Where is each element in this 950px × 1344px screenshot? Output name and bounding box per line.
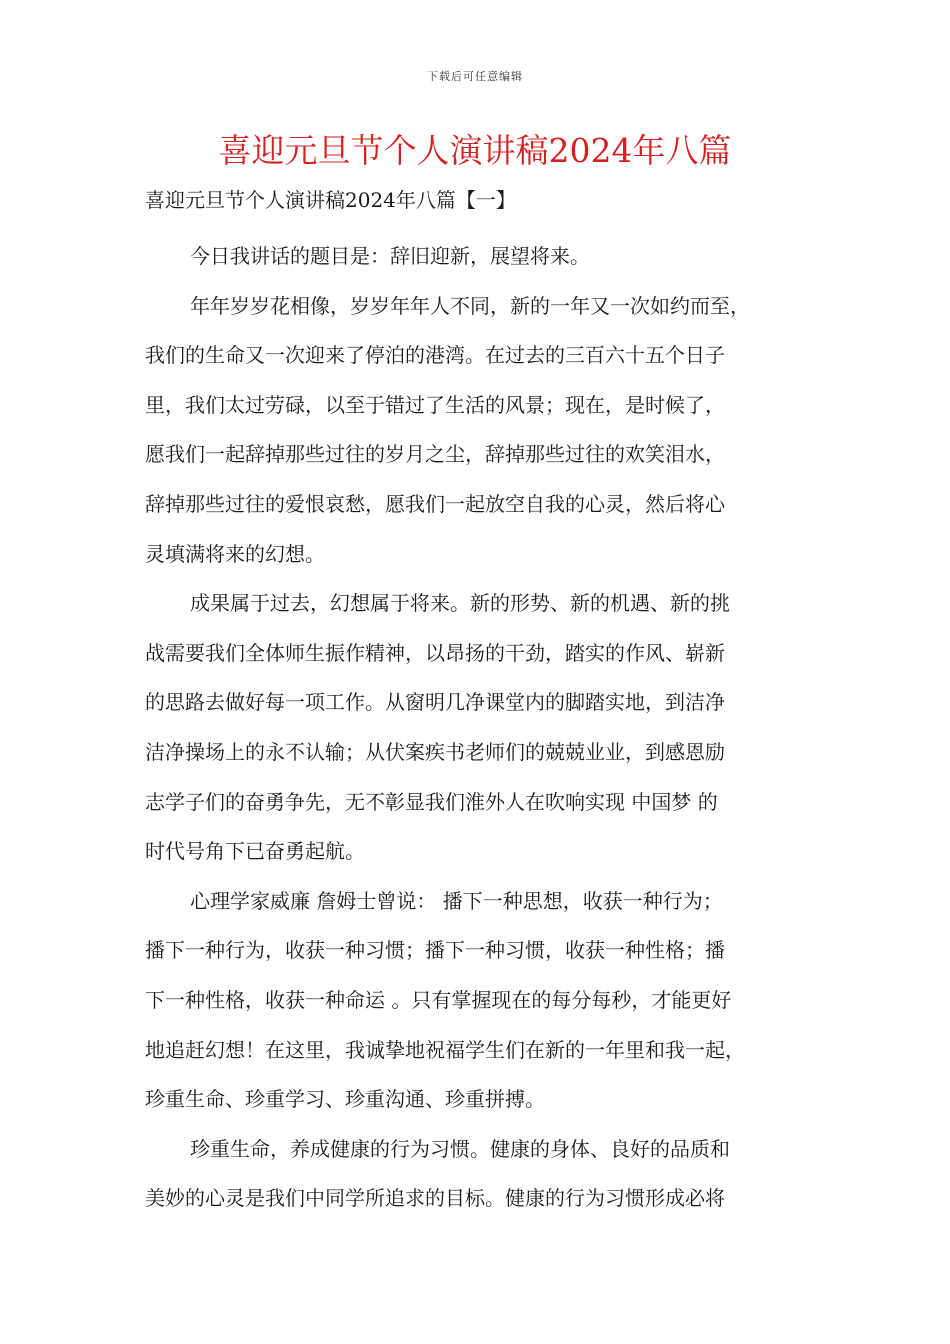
paragraph-line: 我们的生命又一次迎来了停泊的港湾。在过去的三百六十五个日子 xyxy=(145,343,725,368)
paragraph-line: 洁净操场上的永不认输；从伏案疾书老师们的兢兢业业，到感恩励 xyxy=(145,739,725,764)
paragraph xyxy=(145,1125,811,1224)
paragraph-line: 珍重生命、珍重学习、珍重沟通、珍重拼搏。 xyxy=(145,1087,545,1112)
paragraph-line: 年年岁岁花相像，岁岁年年人不同，新的一年又一次如约而至， xyxy=(190,293,750,318)
paragraph-line: 辞掉那些过往的爱恨哀愁，愿我们一起放空自我的心灵，然后将心 xyxy=(145,491,725,516)
header-note: 下载后可任意编辑 xyxy=(427,70,523,83)
paragraph-line: 今日我讲话的题目是：辞旧迎新，展望将来。 xyxy=(190,244,590,268)
paragraph-line: 里，我们太过劳碌，以至于错过了生活的风景；现在，是时候了， xyxy=(145,392,725,417)
paragraph-line: 下一种性格，收获一种命运 。只有掌握现在的每分每秒，才能更好 xyxy=(145,987,732,1012)
paragraph-line: 志学子们的奋勇争先，无不彰显我们淮外人在吹响实现 中国梦 的 xyxy=(145,789,718,814)
paragraph-line: 时代号角下已奋勇起航。 xyxy=(145,839,365,864)
paragraph-line: 的思路去做好每一项工作。从窗明几净课堂内的脚踏实地，到洁净 xyxy=(145,690,725,715)
paragraph-line: 心理学家威廉 詹姆士曾说： 播下一种思想，收获一种行为； xyxy=(190,888,723,913)
paragraph-line: 战需要我们全体师生振作精神，以昂扬的干劲，踏实的作风、崭新 xyxy=(145,640,725,665)
paragraph xyxy=(145,877,811,1125)
paragraph-line: 地追赶幻想！在这里，我诚挚地祝福学生们在新的一年里和我一起， xyxy=(145,1037,745,1062)
body-text xyxy=(145,232,811,1224)
paragraph-line: 成果属于过去，幻想属于将来。新的形势、新的机遇、新的挑 xyxy=(190,591,730,616)
paragraph-line: 播下一种行为，收获一种习惯；播下一种习惯，收获一种性格；播 xyxy=(145,938,725,963)
paragraph xyxy=(145,579,811,877)
paragraph-line: 灵填满将来的幻想。 xyxy=(145,541,325,566)
document-title: 喜迎元旦节个人演讲稿2024年八篇 xyxy=(218,131,732,170)
paragraph xyxy=(145,232,811,282)
paragraph-line: 愿我们一起辞掉那些过往的岁月之尘，辞掉那些过往的欢笑泪水， xyxy=(145,442,725,467)
paragraph xyxy=(145,282,811,580)
paragraph-line: 珍重生命，养成健康的行为习惯。健康的身体、良好的品质和 xyxy=(190,1136,730,1161)
paragraph-line: 美妙的心灵是我们中同学所追求的目标。健康的行为习惯形成必将 xyxy=(145,1186,725,1211)
section-subtitle: 喜迎元旦节个人演讲稿2024年八篇【一】 xyxy=(145,188,516,212)
